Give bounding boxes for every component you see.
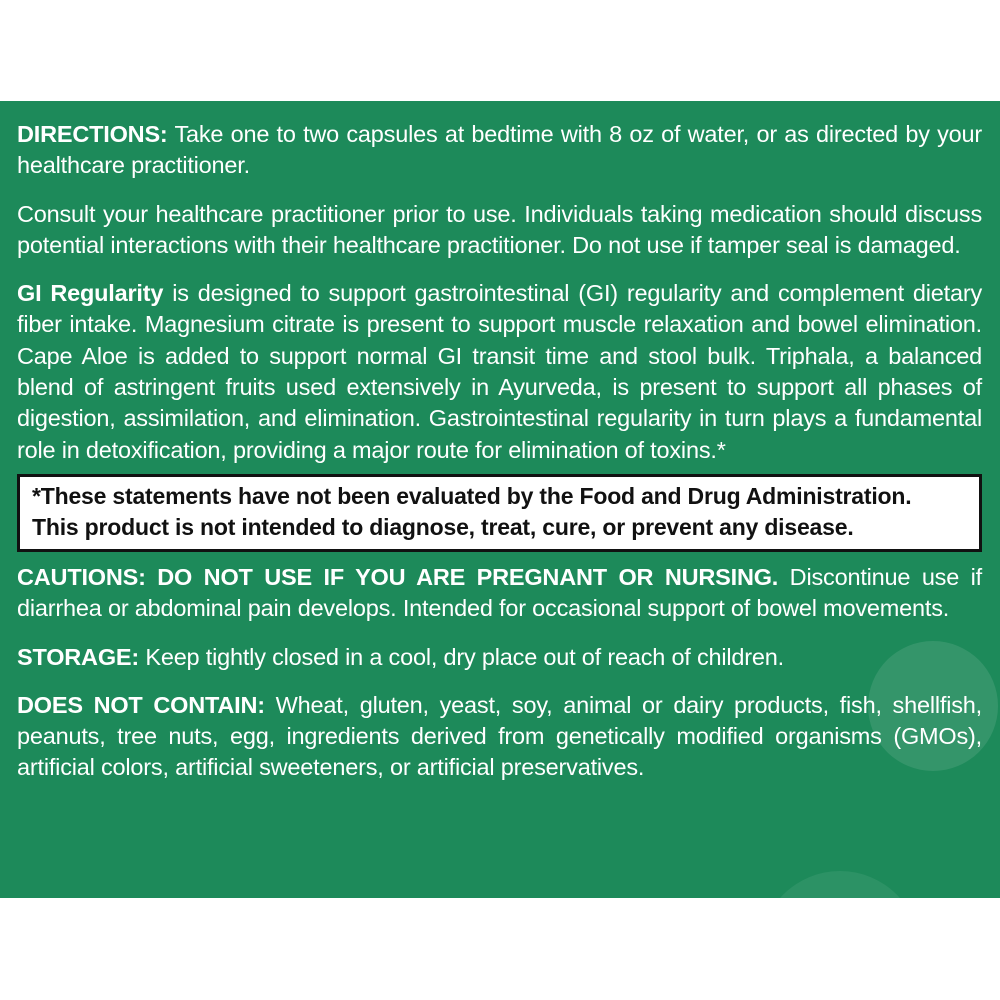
description-paragraph	[17, 278, 982, 466]
fda-disclaimer-box	[17, 474, 982, 552]
consult-paragraph	[17, 199, 982, 262]
cautions-paragraph	[17, 562, 982, 625]
consult-text: Consult your healthcare practitioner prior to use. Individuals taking medication should discuss potential interactions with their healthcare practitioner. Do not use if tamper seal is damaged.	[17, 200, 982, 258]
description-text: is designed to support gastrointestinal (GI) regularity and complement dietary fiber intake. Magnesium citrate is present to support muscle relaxation and bowel elimination. Cape Aloe is added to support normal GI transit time and stool bulk. Triphala, a balanced blend of astringent fruits used extensively in Ayurveda, is present to support all phases of digestion, assimilation, and elimination. Gastrointestinal regularity in turn plays a fundamental role in detoxification, providing a major route for elimination of toxins.*	[17, 280, 983, 463]
product-name: GI Regularity	[17, 280, 164, 307]
directions-text: Take one to two capsules at bedtime with 8 oz of water, or as directed by your healthcare practitioner.	[17, 121, 982, 179]
storage-text: Keep tightly closed in a cool, dry place out of reach of children.	[139, 643, 784, 670]
storage-heading: STORAGE:	[17, 643, 140, 670]
storage-paragraph	[17, 642, 982, 673]
label-panel	[0, 101, 1000, 898]
does-not-contain-text: Wheat, gluten, yeast, soy, animal or dairy products, fish, shellfish, peanuts, tree nuts, egg, ingredients derived from genetically modified organisms (GMOs), artificial colors, artificial sweeteners, or artificial preservatives.	[17, 691, 982, 781]
disclaimer-line-2: This product is not intended to diagnose, treat, cure, or prevent any disease.	[32, 513, 854, 540]
does-not-contain-paragraph	[17, 690, 982, 784]
directions-heading: DIRECTIONS:	[17, 121, 168, 147]
cautions-text: Discontinue use if diarrhea or abdominal pain develops. Intended for occasional support of bowel movements.	[17, 563, 982, 622]
directions-paragraph	[17, 119, 982, 182]
does-not-contain-heading: DOES NOT CONTAIN:	[17, 691, 265, 718]
disclaimer-line-1: *These statements have not been evaluated by the Food and Drug Administration.	[32, 482, 912, 509]
label-text-content	[17, 119, 982, 801]
decorative-circle	[760, 871, 920, 898]
cautions-heading: CAUTIONS: DO NOT USE IF YOU ARE PREGNANT OR NURSING.	[17, 563, 779, 590]
